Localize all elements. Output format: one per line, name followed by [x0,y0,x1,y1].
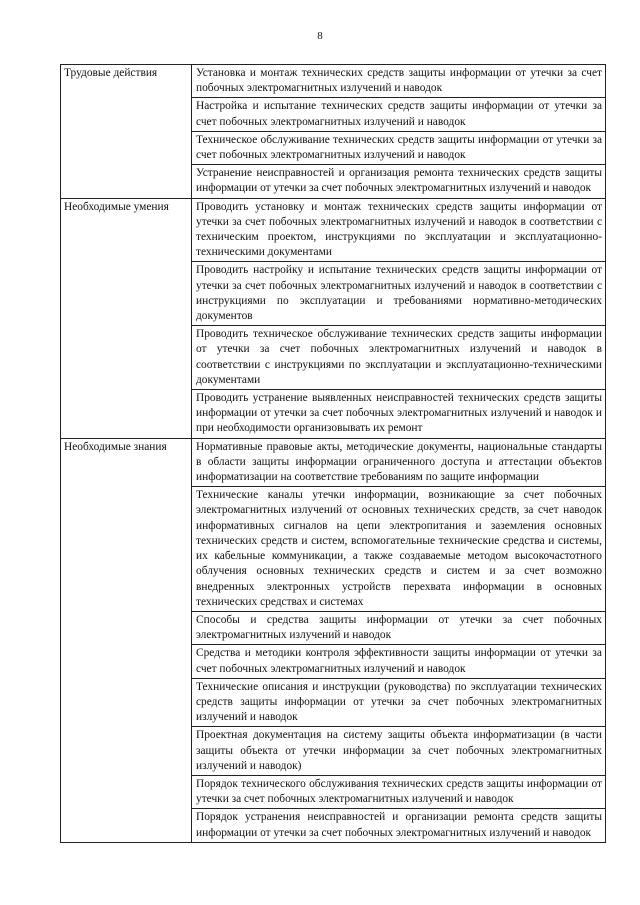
section-item: Установка и монтаж технических средств защиты информации от утечки за счет побочных электромагнитных излучений и наводок [192,65,606,98]
section-item: Порядок устранения неисправностей и организации ремонта средств защиты информации от утечки за счет побочных электромагнитных излучений и наводок [192,809,606,842]
section-item: Проектная документация на систему защиты объекта информатизации (в части защиты объекта от утечки информации за счет побочных электромагнитных излучений и наводок) [192,727,606,776]
table-row [61,65,606,98]
section-item: Устранение неисправностей и организация ремонта технических средств защиты информации от утечки за счет побочных электромагнитных излучений и наводок [192,165,606,198]
section-label: Необходимые знания [61,438,192,842]
table-row [61,438,606,487]
section-item: Проводить установку и монтаж технических средств защиты информации от утечки за счет побочных электромагнитных излучений и наводок в соответствии с техническим проектом, инструкциями по эксплуатации и эксплуатационно-техническими документами [192,198,606,262]
section-item: Проводить техническое обслуживание технических средств защиты информации от утечки за счет побочных электромагнитных излучений и наводок в соответствии с инструкциями по эксплуатации и эксплуатационно-техническими документами [192,326,606,390]
section-label: Необходимые умения [61,198,192,438]
requirements-table [60,64,606,843]
section-item: Настройка и испытание технических средств защиты информации от утечки за счет побочных электромагнитных излучений и наводок [192,98,606,131]
section-item: Проводить устранение выявленных неисправностей технических средств защиты информации от утечки за счет побочных электромагнитных излучений и наводок и при необходимости организовывать их ремонт [192,390,606,439]
section-item: Технические каналы утечки информации, возникающие за счет побочных электромагнитных излучений от основных технических средств, за счет наводок информативных сигналов на цепи электропитания и заземления основных технических средств и систем, вспомогательные технические средства и системы, их кабельные коммуникации, а также создаваемые методом высокочастотного облучения основных технических средств и систем и за счет возможно внедренных электронных устройств перехвата информации в основных технических средствах и системах [192,487,606,612]
section-item: Проводить настройку и испытание технических средств защиты информации от утечки за счет побочных электромагнитных излучений и наводок в соответствии с инструкциями по эксплуатации и требованиями нормативно-методических документов [192,262,606,326]
section-item: Нормативные правовые акты, методические документы, национальные стандарты в области защиты информации ограниченного доступа и аттестации объектов информатизации на соответствие требованиям по защите информации [192,438,606,487]
section-item: Способы и средства защиты информации от утечки за счет побочных электромагнитных излучений и наводок [192,611,606,644]
section-item: Технические описания и инструкции (руководства) по эксплуатации технических средств защиты информации от утечки за счет побочных электромагнитных излучений и наводок [192,678,606,727]
table-row [61,198,606,262]
page-number: 8 [317,30,323,42]
section-item: Порядок технического обслуживания технических средств защиты информации от утечки за счет побочных электромагнитных излучений и наводок [192,775,606,808]
section-item: Техническое обслуживание технических средств защиты информации от утечки за счет побочных электромагнитных излучений и наводок [192,131,606,164]
section-item: Средства и методики контроля эффективности защиты информации от утечки за счет побочных электромагнитных излучений и наводок [192,645,606,678]
section-label: Трудовые действия [61,65,192,199]
